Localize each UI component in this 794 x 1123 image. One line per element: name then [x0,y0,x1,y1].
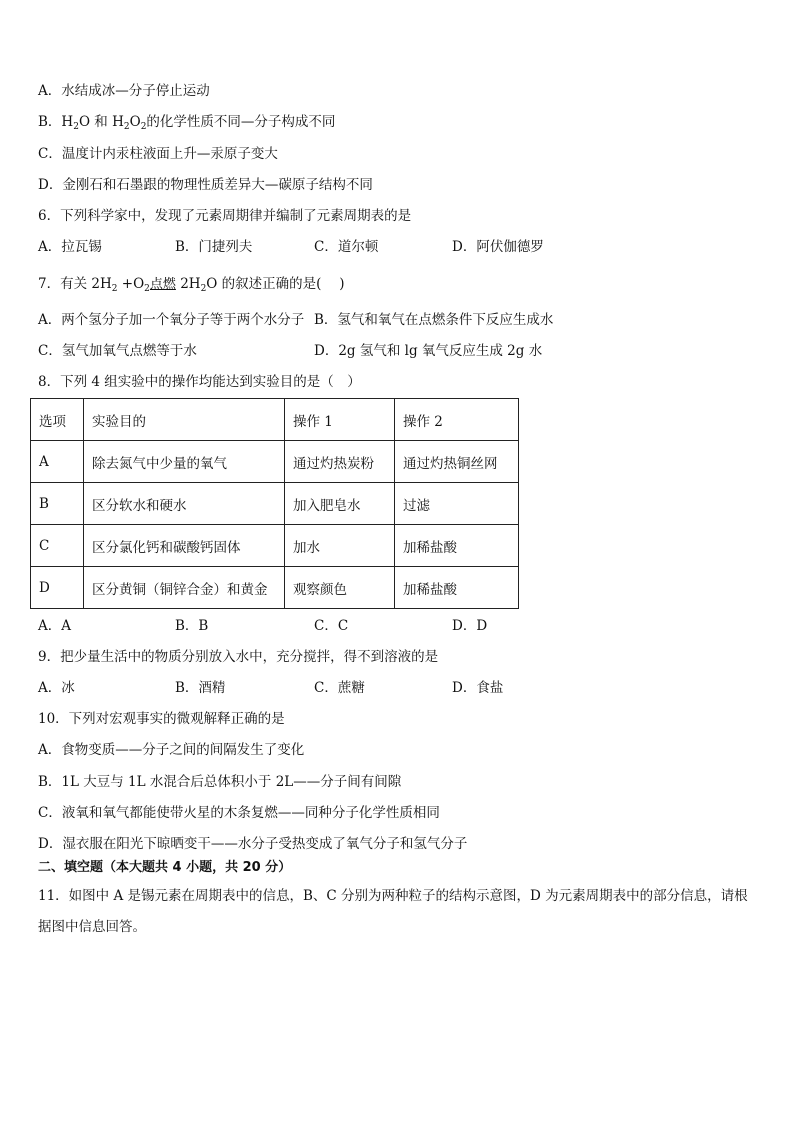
q9-option-a: A．冰 [38,680,75,696]
table-cell: 加水 [285,525,395,567]
q5-b-text-2: O 和 H [78,114,124,130]
q7-stem-text: O 的叙述正确的是( ) [206,276,345,292]
q7-stem [38,274,344,295]
q5-b-text-1: B．H [38,114,74,130]
q10-option-a: A．食物变质——分子之间的间隔发生了变化 [38,742,305,758]
table-cell: 除去氮气中少量的氧气 [84,441,285,483]
table-cell: 通过灼热铜丝网 [395,441,519,483]
q10-stem: 10．下列对宏观事实的微观解释正确的是 [38,711,285,727]
table-cell: B [31,483,84,525]
q11-line-2: 据图中信息回答。 [38,919,146,935]
q9-option-b: B．酒精 [175,680,226,696]
q10-option-b: B．1L 大豆与 1L 水混合后总体积小于 2L——分子间有间隙 [38,774,402,790]
q6-option-c: C．道尔顿 [314,239,379,255]
q6-option-d: D．阿伏伽德罗 [452,239,544,255]
q9-option-c: C．蔗糖 [314,680,365,696]
table-cell: 加稀盐酸 [395,567,519,609]
subscript: 2 [140,122,147,132]
q7-stem-text: +O [117,276,145,292]
table-cell: A [31,441,84,483]
q6-stem: 6．下列科学家中，发现了元素周期律并编制了元素周期表的是 [38,208,412,224]
table-header-cell: 选项 [31,399,84,441]
table-cell: 通过灼热炭粉 [285,441,395,483]
q5-option-c: C．温度计内汞柱液面上升—汞原子变大 [38,146,278,162]
q7-stem-text: 7．有关 2H [38,276,112,292]
table-row [31,525,519,567]
q9-option-d: D．食盐 [452,680,504,696]
table-header-cell: 操作 2 [395,399,519,441]
subscript: 2 [200,284,207,294]
table-header-row [31,399,519,441]
table-cell: 过滤 [395,483,519,525]
q10-option-d: D．湿衣服在阳光下晾晒变干——水分子受热变成了氧气分子和氢气分子 [38,836,468,852]
table-cell: C [31,525,84,567]
q7-option-c: C．氢气加氧气点燃等于水 [38,343,197,359]
q5-b-text-3: O [129,114,141,130]
q8-option-c: C．C [314,618,349,634]
table-cell: D [31,567,84,609]
q8-option-d: D．D [452,618,488,634]
subscript: 2 [73,122,79,132]
q11-line-1: 11．如图中 A 是锡元素在周期表中的信息，B、C 分别为两种粒子的结构示意图，D 为元素周期表中的部分信息，请根 [38,888,748,904]
q7-stem-text: 2H [175,276,201,292]
table-cell: 区分黄铜（铜锌合金）和黄金 [84,567,285,609]
q5-option-d: D．金刚石和石墨跟的物理性质差异大—碳原子结构不同 [38,177,373,193]
section-title: 二、填空题（本大题共 4 小题，共 20 分） [38,860,292,875]
table-header-cell: 实验目的 [84,399,285,441]
subscript: 2 [144,284,150,294]
q6-option-b: B．门捷列夫 [175,239,253,255]
q7-option-d: D．2g 氢气和 lg 氧气反应生成 2g 水 [314,343,543,359]
table-cell: 观察颜色 [285,567,395,609]
q5-option-b [38,112,335,132]
condition-label: 点燃 [149,277,176,292]
table-cell: 加稀盐酸 [395,525,519,567]
table-row [31,483,519,525]
q10-option-c: C．液氧和氧气都能使带火星的木条复燃——同种分子化学性质相同 [38,805,440,821]
q8-option-a: A．A [38,618,71,634]
q8-option-b: B．B [175,618,209,634]
q7-option-a: A．两个氢分子加一个氧分子等于两个水分子 [38,312,305,328]
q8-stem: 8．下列 4 组实验中的操作均能达到实验目的是（ ） [38,374,361,390]
table-row [31,441,519,483]
reaction-condition [150,274,176,295]
q5-option-a: A．水结成冰—分子停止运动 [38,83,210,99]
subscript: 2 [123,122,130,132]
table-cell: 加入肥皂水 [285,483,395,525]
q6-option-a: A．拉瓦锡 [38,239,102,255]
table-header-cell: 操作 1 [285,399,395,441]
experiment-table [30,398,519,609]
table-row [31,567,519,609]
q7-option-b: B．氢气和氧气在点燃条件下反应生成水 [314,312,554,328]
q9-stem: 9．把少量生活中的物质分别放入水中，充分搅拌，得不到溶液的是 [38,649,439,665]
table-cell: 区分软水和硬水 [84,483,285,525]
q5-b-text-4: 的化学性质不同—分子构成不同 [146,114,336,130]
table-cell: 区分氯化钙和碳酸钙固体 [84,525,285,567]
subscript: 2 [111,284,118,294]
